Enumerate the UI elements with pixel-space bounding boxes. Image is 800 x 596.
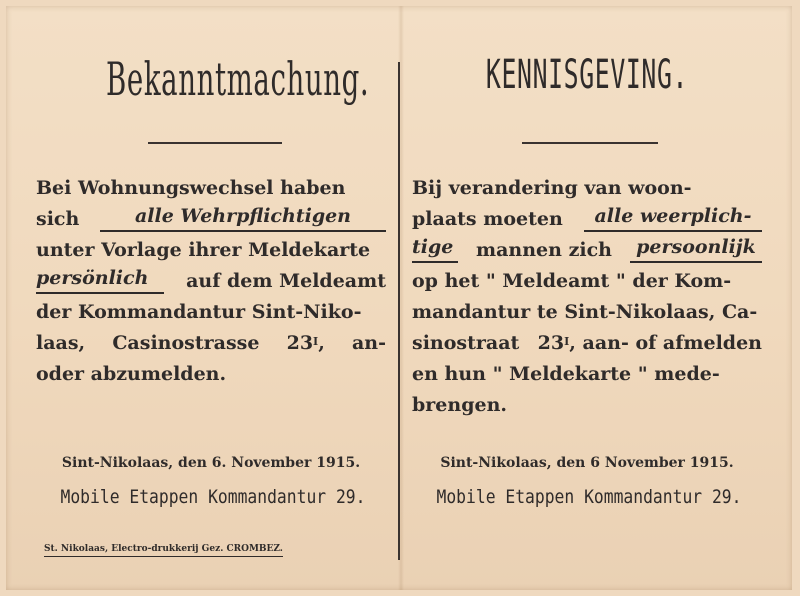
dutch-line-6: sinostraat $23^I$, aan- of afmelden [412, 332, 762, 354]
dutch-date: Sint-Nikolaas, den 6 November 1915. [440, 455, 734, 471]
dutch-line-7: en hun " Meldekarte " mede- [412, 363, 720, 385]
german-line-3: unter Vorlage ihrer Meldekarte [36, 239, 371, 261]
emphasis-persoonlijk: persoonlijk [630, 235, 762, 263]
dutch-line-2: plaats moeten alle weerplich- [412, 204, 762, 235]
german-date: Sint-Nikolaas, den 6. November 1915. [61, 455, 361, 471]
dutch-line-8: brengen. [412, 394, 507, 416]
german-line-1: Bei Wohnungswechsel haben [36, 177, 346, 199]
printer-imprint: St. Nikolaas, Electro-drukkerij Gez. CROMBEZ. [44, 544, 283, 557]
german-line-7: oder abzumelden. [36, 363, 227, 385]
dutch-line-5: mandantur te Sint-Nikolaas, Ca- [412, 301, 758, 323]
emphasis-persoenlich: persönlich [36, 266, 164, 294]
dutch-title: KENNISGEVING. [485, 52, 689, 98]
emphasis-alle-wehrpflichtigen: alle Wehrpflichtigen [100, 204, 386, 232]
german-line-4: persönlich auf dem Meldeamt [36, 267, 386, 292]
dutch-title-rule [522, 142, 658, 144]
german-line-2: sich alle Wehrpflichtigen [36, 204, 386, 235]
german-body [36, 173, 386, 390]
german-line-6: laas, Casinostrasse $23^I$, an- [36, 332, 386, 354]
german-command: Mobile Etappen Kommandantur 29. [60, 486, 366, 508]
dutch-command: Mobile Etappen Kommandantur 29. [436, 486, 742, 508]
emphasis-tige: tige [412, 235, 458, 263]
dutch-line-1: Bij verandering van woon- [412, 177, 692, 199]
german-line-5: der Kommandantur Sint-Niko- [36, 301, 362, 323]
dutch-line-3: tige mannen zich persoonlijk [412, 235, 762, 266]
german-title: Bekanntmachung. [105, 52, 370, 106]
dutch-body [412, 173, 762, 421]
dutch-line-4: op het " Meldeamt " der Kom- [412, 270, 732, 292]
emphasis-alle-weerplich: alle weerplich- [584, 204, 762, 232]
column-divider [398, 62, 400, 560]
german-title-rule [148, 142, 282, 144]
